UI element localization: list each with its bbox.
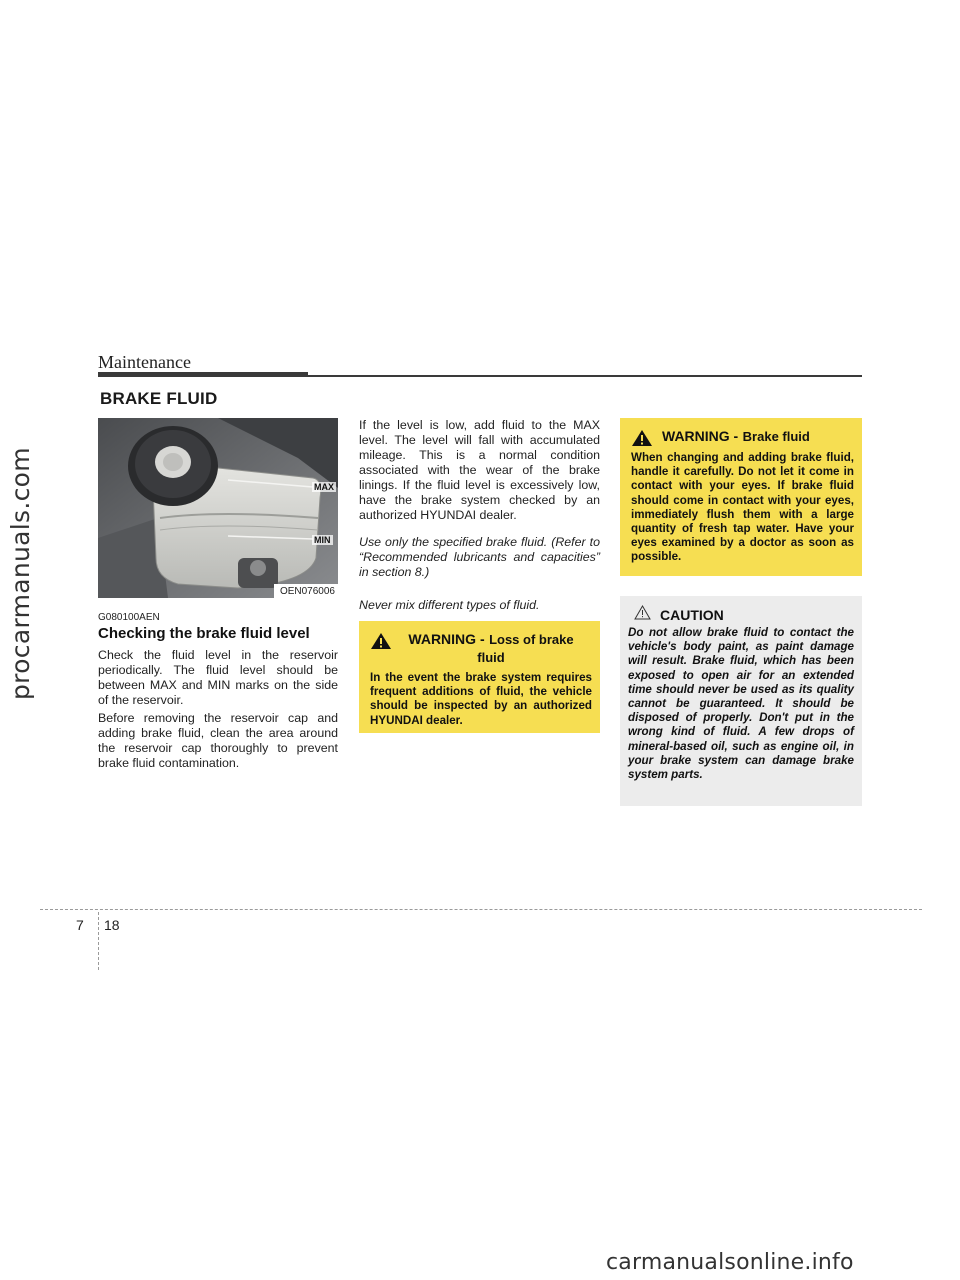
side-watermark: procarmanuals.com [6,447,35,700]
warning-body: When changing and adding brake fluid, handle it carefully. Do not let it come in contact with your eyes. If brake fluid should come in contact with your eyes, immediately flush them with a large quantity of fresh tap water. Have your eyes examined by a doctor as soon as possible. [631,451,854,564]
running-head: Maintenance [98,352,191,372]
left-para-2: Before removing the reservoir cap and adding brake fluid, clean the area around the reservoir cap thoroughly to prevent brake fluid contamination. [98,711,338,770]
footer-dashed-rule [40,909,922,910]
section-code: G080100AEN [98,612,160,623]
max-mark-label: MAX [314,482,334,492]
warning-icon [631,429,653,447]
min-mark-label: MIN [314,535,331,545]
warning-icon [370,632,392,650]
section-title: BRAKE FLUID [100,389,218,408]
footer-watermark: carmanualsonline.info [606,1250,854,1275]
left-para-1: Check the fluid level in the reservoir periodically. The fluid level should be between MAX and MIN marks on the side of the reservoir. [98,648,338,707]
subheading: Checking the brake fluid level [98,625,310,642]
warning-subject: Brake fluid [742,429,810,444]
caution-box [620,596,862,806]
header-rule-thick [98,372,308,377]
warning-brake-fluid [620,418,862,576]
middle-para-2: Use only the specified brake fluid. (Refer to “Recommended lubricants and capacities” in section 8.) [359,535,600,579]
warning-body: In the event the brake system requires frequent additions of fluid, the vehicle should be inspected by an authorized HYUNDAI dealer. [370,671,592,727]
warning-label: WARNING - [408,631,485,647]
footer-dashed-divider [98,912,99,970]
page-number: 18 [104,917,120,933]
chapter-number: 7 [76,917,84,933]
figure-code: OEN076006 [274,584,338,598]
warning-label: WARNING - [662,428,739,444]
caution-icon [634,605,651,620]
middle-para-1: If the level is low, add fluid to the MAX level. The level will fall with accumulated mileage. This is a normal condition associated with the wear of the brake linings. If the fluid level is excessively low, have the brake system checked by an authorized HYUNDAI dealer. [359,418,600,522]
brake-reservoir-photo [98,418,338,598]
warning-loss-of-brake-fluid [359,621,600,733]
caution-body: Do not allow brake fluid to contact the vehicle's body paint, as paint damage will result. Brake fluid, which has been exposed to open air for an extended time should never be used as its quality cannot be guaranteed. It should be disposed of properly. Don't put in the wrong kind of fluid. A few drops of mineral-based oil, such as engine oil, in your brake system can damage brake system parts. [628,626,854,782]
caution-title: CAUTION [660,607,724,623]
middle-para-3: Never mix different types of fluid. [359,598,540,612]
reservoir-illustration [98,418,338,598]
header-rule-thin [308,375,862,377]
warning-subject: Loss of brake fluid [477,632,574,665]
